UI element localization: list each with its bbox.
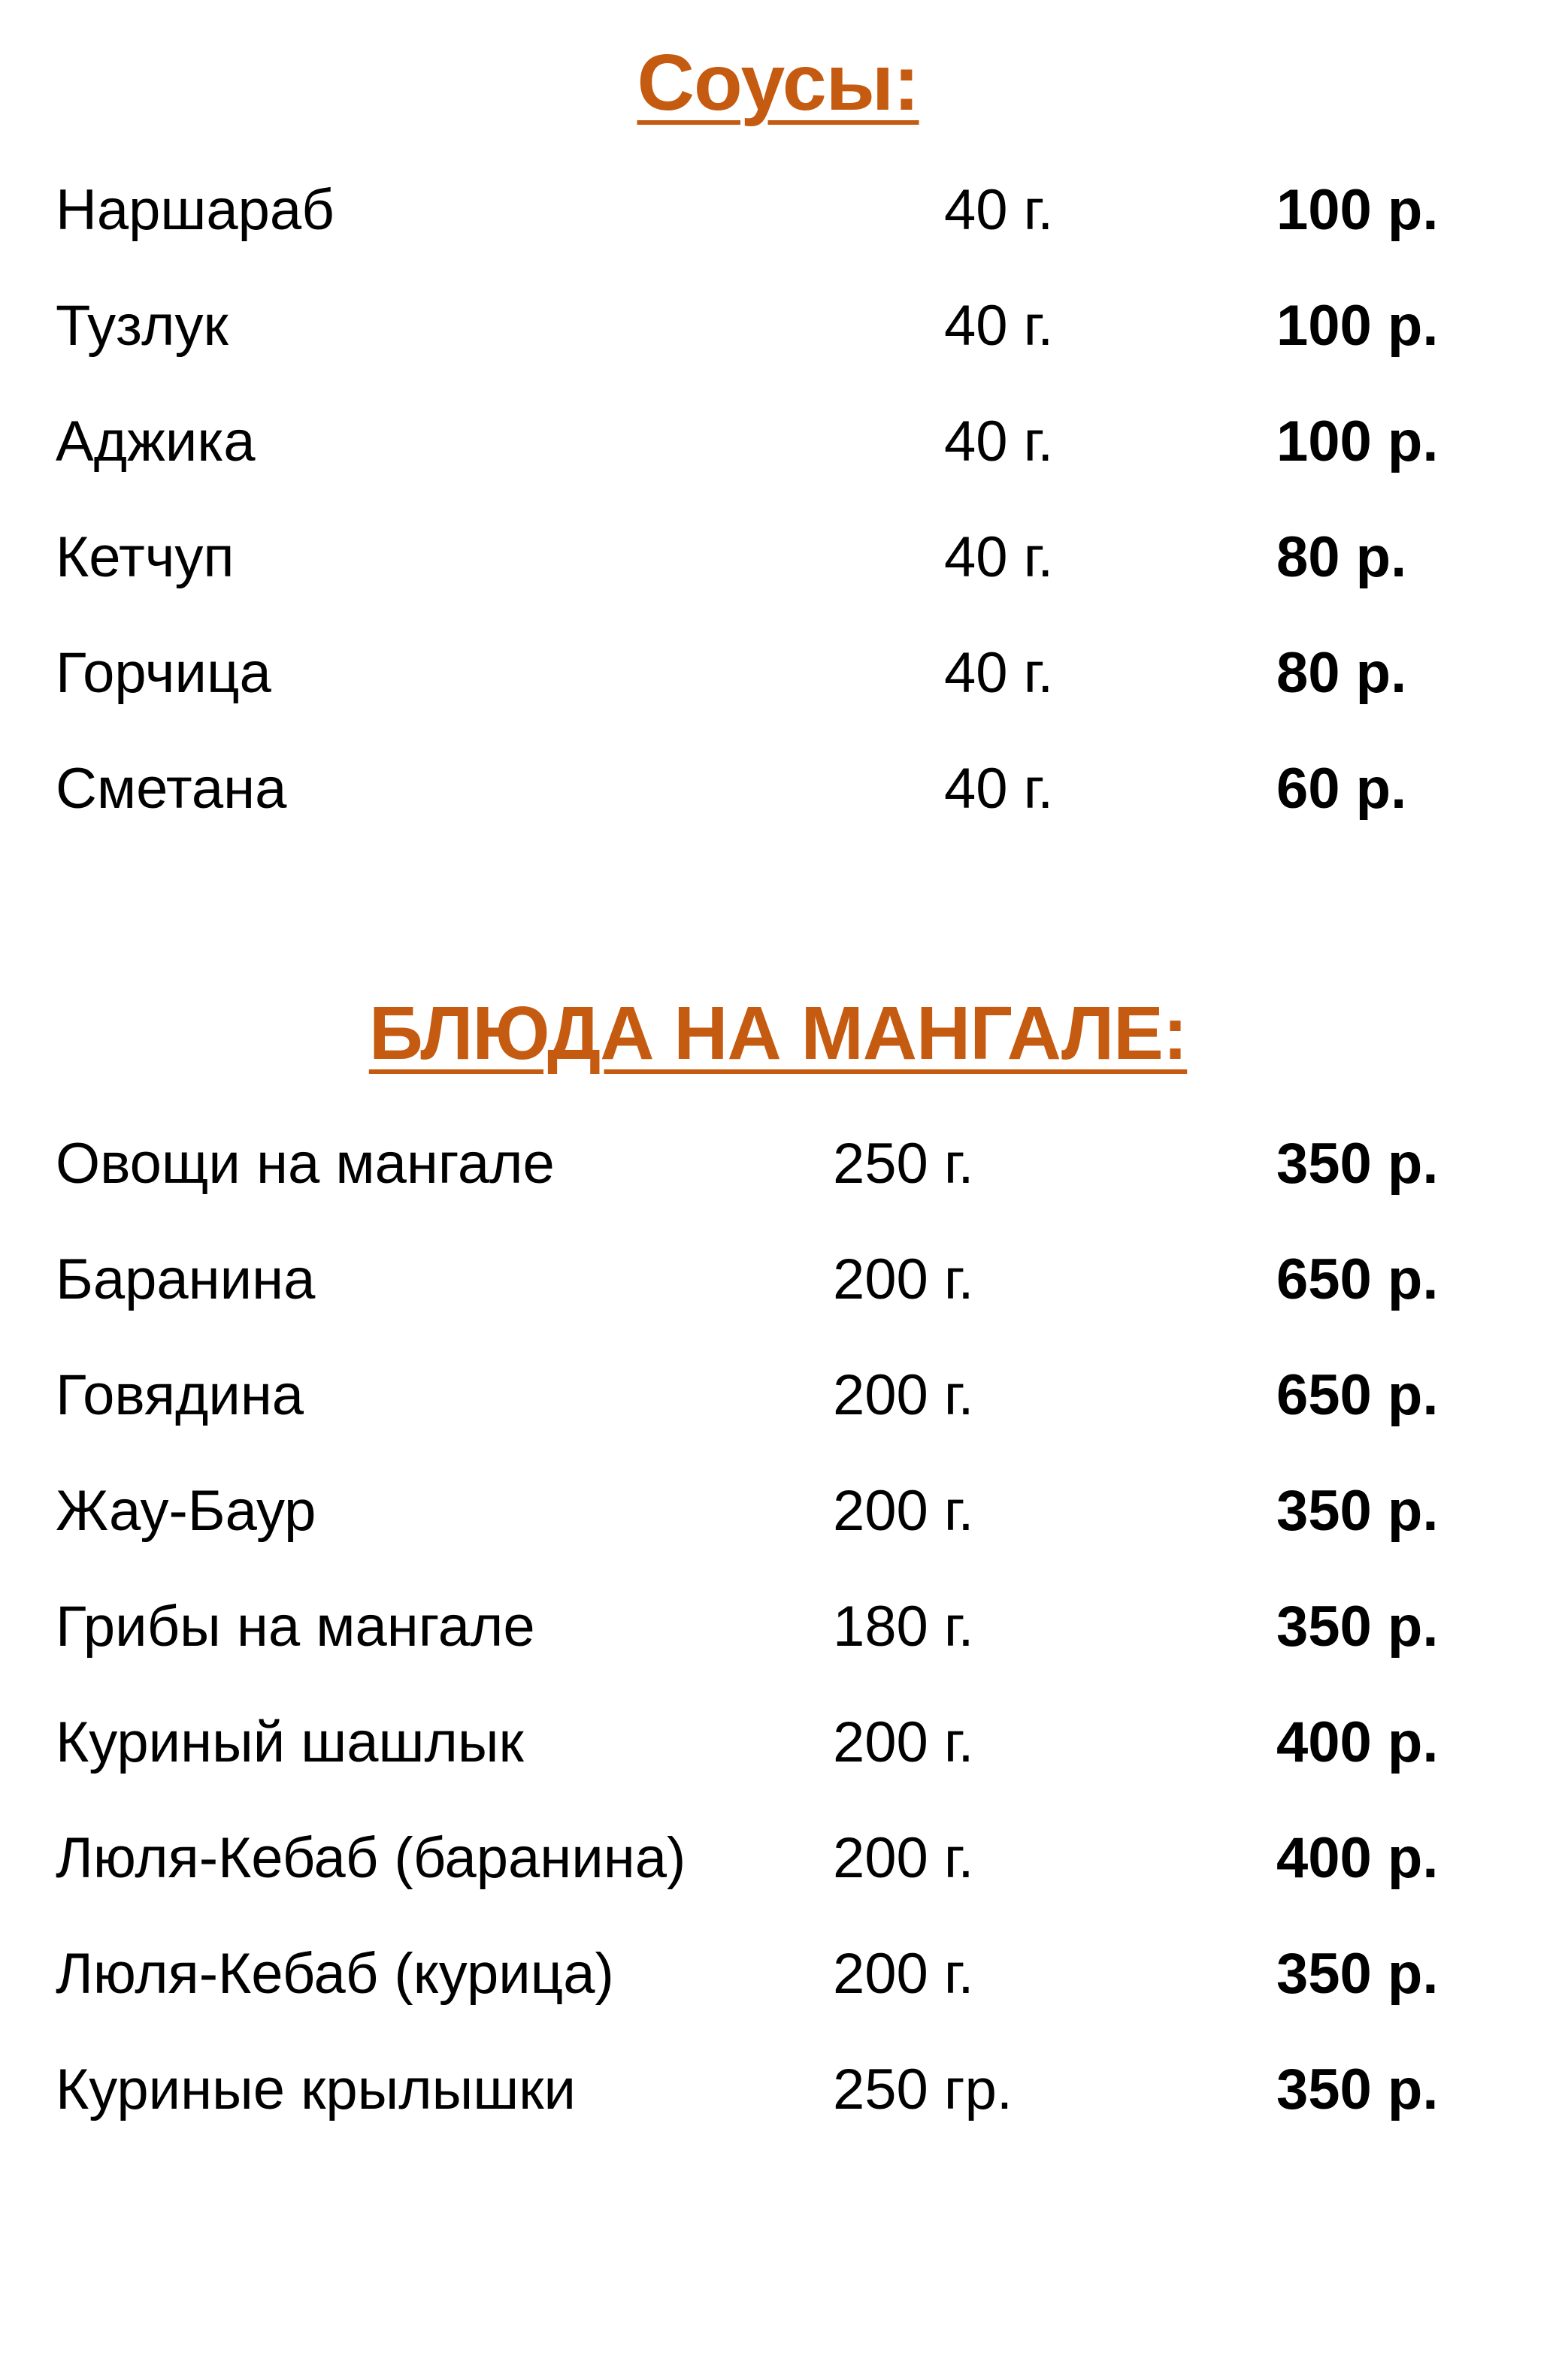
menu-item: [0, 169, 1556, 252]
item-price: 100 р.: [1276, 294, 1439, 358]
item-name: Жау-Баур: [56, 1479, 316, 1543]
item-name: Люля-Кебаб (курица): [56, 1942, 614, 2006]
item-weight: 250 гр.: [833, 2058, 1013, 2121]
menu-item: [0, 1354, 1556, 1437]
menu-item: [0, 1933, 1556, 2016]
menu-item: [0, 1586, 1556, 1668]
menu-item: [0, 401, 1556, 483]
item-weight: 40 г.: [944, 641, 1054, 705]
item-weight: 200 г.: [833, 1363, 974, 1427]
item-price: 100 р.: [1276, 178, 1439, 242]
menu-item: [0, 1701, 1556, 1784]
item-price: 400 р.: [1276, 1826, 1439, 1890]
item-weight: 40 г.: [944, 294, 1054, 358]
item-name: Люля-Кебаб (баранина): [56, 1826, 686, 1890]
item-price: 650 р.: [1276, 1247, 1439, 1311]
sauces-heading-text: Соусы:: [637, 38, 919, 127]
item-price: 350 р.: [1276, 1595, 1439, 1659]
item-price: 350 р.: [1276, 1942, 1439, 2006]
item-weight: 40 г.: [944, 178, 1054, 242]
item-price: 650 р.: [1276, 1363, 1439, 1427]
item-name: Куриные крылышки: [56, 2058, 576, 2121]
item-name: Горчица: [56, 641, 271, 705]
item-weight: 200 г.: [833, 1247, 974, 1311]
grill-heading: [0, 990, 1556, 1077]
item-weight: 40 г.: [944, 525, 1054, 589]
menu-item: [0, 516, 1556, 599]
item-weight: 40 г.: [944, 757, 1054, 821]
item-price: 60 р.: [1276, 757, 1407, 821]
item-price: 80 р.: [1276, 641, 1407, 705]
menu-item: [0, 1470, 1556, 1553]
item-weight: 40 г.: [944, 410, 1054, 473]
menu-item: [0, 2049, 1556, 2131]
item-price: 100 р.: [1276, 410, 1439, 473]
item-weight: 200 г.: [833, 1826, 974, 1890]
item-name: Грибы на мангале: [56, 1595, 535, 1659]
item-name: Сметана: [56, 757, 287, 821]
menu-item: [0, 1123, 1556, 1205]
item-price: 400 р.: [1276, 1710, 1439, 1774]
item-weight: 200 г.: [833, 1710, 974, 1774]
menu-item: [0, 1238, 1556, 1321]
menu-item: [0, 1817, 1556, 1900]
item-price: 350 р.: [1276, 1132, 1439, 1196]
item-price: 350 р.: [1276, 1479, 1439, 1543]
item-weight: 200 г.: [833, 1479, 974, 1543]
menu-item: [0, 748, 1556, 830]
item-name: Овощи на мангале: [56, 1132, 555, 1196]
item-name: Кетчуп: [56, 525, 235, 589]
sauces-heading: [0, 38, 1556, 129]
item-weight: 180 г.: [833, 1595, 974, 1659]
grill-heading-text: БЛЮДА НА МАНГАЛЕ:: [368, 991, 1188, 1075]
item-name: Куриный шашлык: [56, 1710, 524, 1774]
item-name: Тузлук: [56, 294, 229, 358]
item-price: 350 р.: [1276, 2058, 1439, 2121]
item-name: Аджика: [56, 410, 256, 473]
menu-item: [0, 285, 1556, 367]
item-name: Говядина: [56, 1363, 304, 1427]
item-weight: 200 г.: [833, 1942, 974, 2006]
item-price: 80 р.: [1276, 525, 1407, 589]
menu-item: [0, 632, 1556, 715]
item-name: Наршараб: [56, 178, 335, 242]
item-weight: 250 г.: [833, 1132, 974, 1196]
item-name: Баранина: [56, 1247, 316, 1311]
